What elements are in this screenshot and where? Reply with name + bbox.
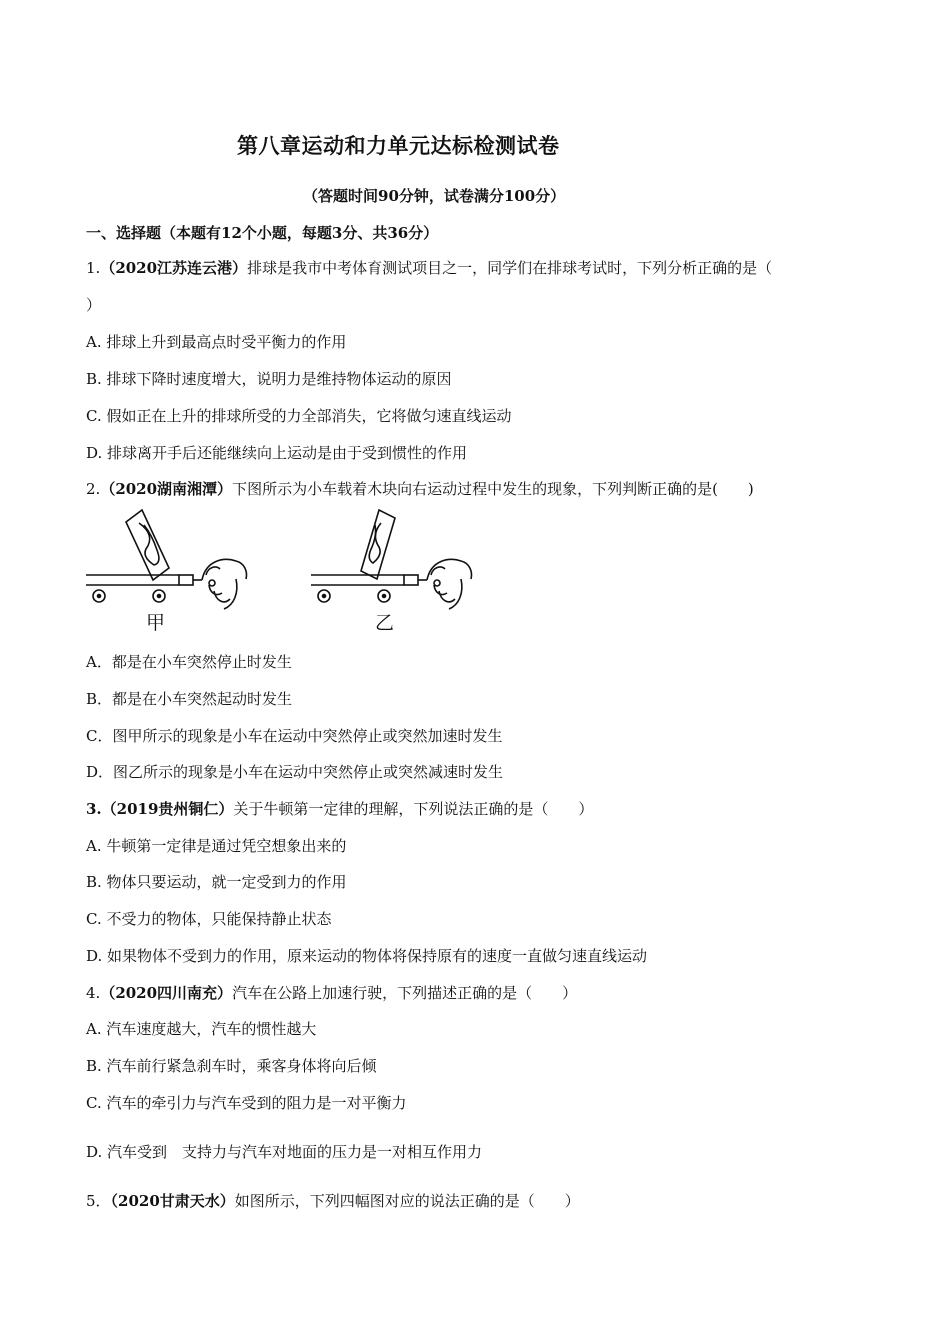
option-c: C．图甲所示的现象是小车在运动中突然停止或突然加速时发生 (86, 727, 503, 745)
question-text: 排球是我市中考体育测试项目之一，同学们在排球考试时，下列分析正确的是（ (247, 259, 773, 277)
question-1 (86, 258, 772, 278)
option-d: D. 如果物体不受到力的作用，原来运动的物体将保持原有的速度一直做匀速直线运动 (86, 947, 648, 965)
option-d: D. 汽车受到 支持力与汽车对地面的压力是一对相互作用力 (86, 1143, 483, 1161)
figure-yi (311, 510, 472, 609)
question-3 (86, 799, 593, 819)
question-number: 2. (86, 480, 101, 498)
option-c: C. 假如正在上升的排球所受的力全部消失，它将做匀速直线运动 (86, 407, 512, 425)
question-1-continued: ） (86, 296, 102, 314)
question-number: 5． (86, 1192, 111, 1210)
question-text: 汽车在公路上加速行驶，下列描述正确的是（ ） (232, 984, 578, 1002)
question-source: （2020四川南充） (100, 984, 233, 1002)
question-text: 下图所示为小车载着木块向右运动过程中发生的现象，下列判断正确的是( ) (232, 480, 754, 498)
question-number-source: 3.（2019贵州铜仁） (86, 800, 234, 818)
question-source: （2020甘肃天水） (110, 1192, 235, 1210)
figure-label-jia: 甲 (146, 612, 166, 634)
question-text: 如图所示，下列四幅图对应的说法正确的是（ ） (234, 1192, 580, 1210)
figure-label-yi: 乙 (375, 612, 395, 634)
question-source: （2020湖南湘潭） (100, 480, 233, 498)
option-b: B. 物体只要运动，就一定受到力的作用 (86, 873, 347, 891)
question-2 (86, 479, 754, 499)
option-a: A. 排球上升到最高点时受平衡力的作用 (86, 333, 347, 351)
question-number: 4. (86, 984, 101, 1002)
option-b: B. 汽车前行紧急刹车时，乘客身体将向后倾 (86, 1057, 377, 1075)
option-d: D．图乙所示的现象是小车在运动中突然停止或突然减速时发生 (86, 763, 504, 781)
question-text: 关于牛顿第一定律的理解，下列说法正确的是（ ） (233, 800, 594, 818)
option-a: A. 牛顿第一定律是通过凭空想象出来的 (86, 837, 347, 855)
option-a: A．都是在小车突然停止时发生 (86, 653, 292, 671)
option-c: C. 汽车的牵引力与汽车受到的阻力是一对平衡力 (86, 1094, 407, 1112)
option-b: B. 排球下降时速度增大，说明力是维持物体运动的原因 (86, 370, 452, 388)
question-5 (86, 1191, 580, 1211)
cart-block-figure (84, 505, 484, 635)
page-title: 第八章运动和力单元达标检测试卷 (237, 133, 560, 158)
option-a: A. 汽车速度越大，汽车的惯性越大 (86, 1020, 317, 1038)
section-heading: 一、选择题（本题有12个小题，每题3分、共36分） (86, 224, 439, 242)
option-d: D. 排球离开手后还能继续向上运动是由于受到惯性的作用 (86, 444, 468, 462)
option-c: C. 不受力的物体，只能保持静止状态 (86, 910, 332, 928)
figure-jia (86, 510, 247, 609)
question-4 (86, 983, 577, 1003)
exam-info: （答题时间90分钟，试卷满分100分） (303, 187, 566, 205)
option-b: B．都是在小车突然起动时发生 (86, 690, 293, 708)
question-number: 1. (86, 259, 101, 277)
question-source: （2020江苏连云港） (100, 259, 248, 277)
